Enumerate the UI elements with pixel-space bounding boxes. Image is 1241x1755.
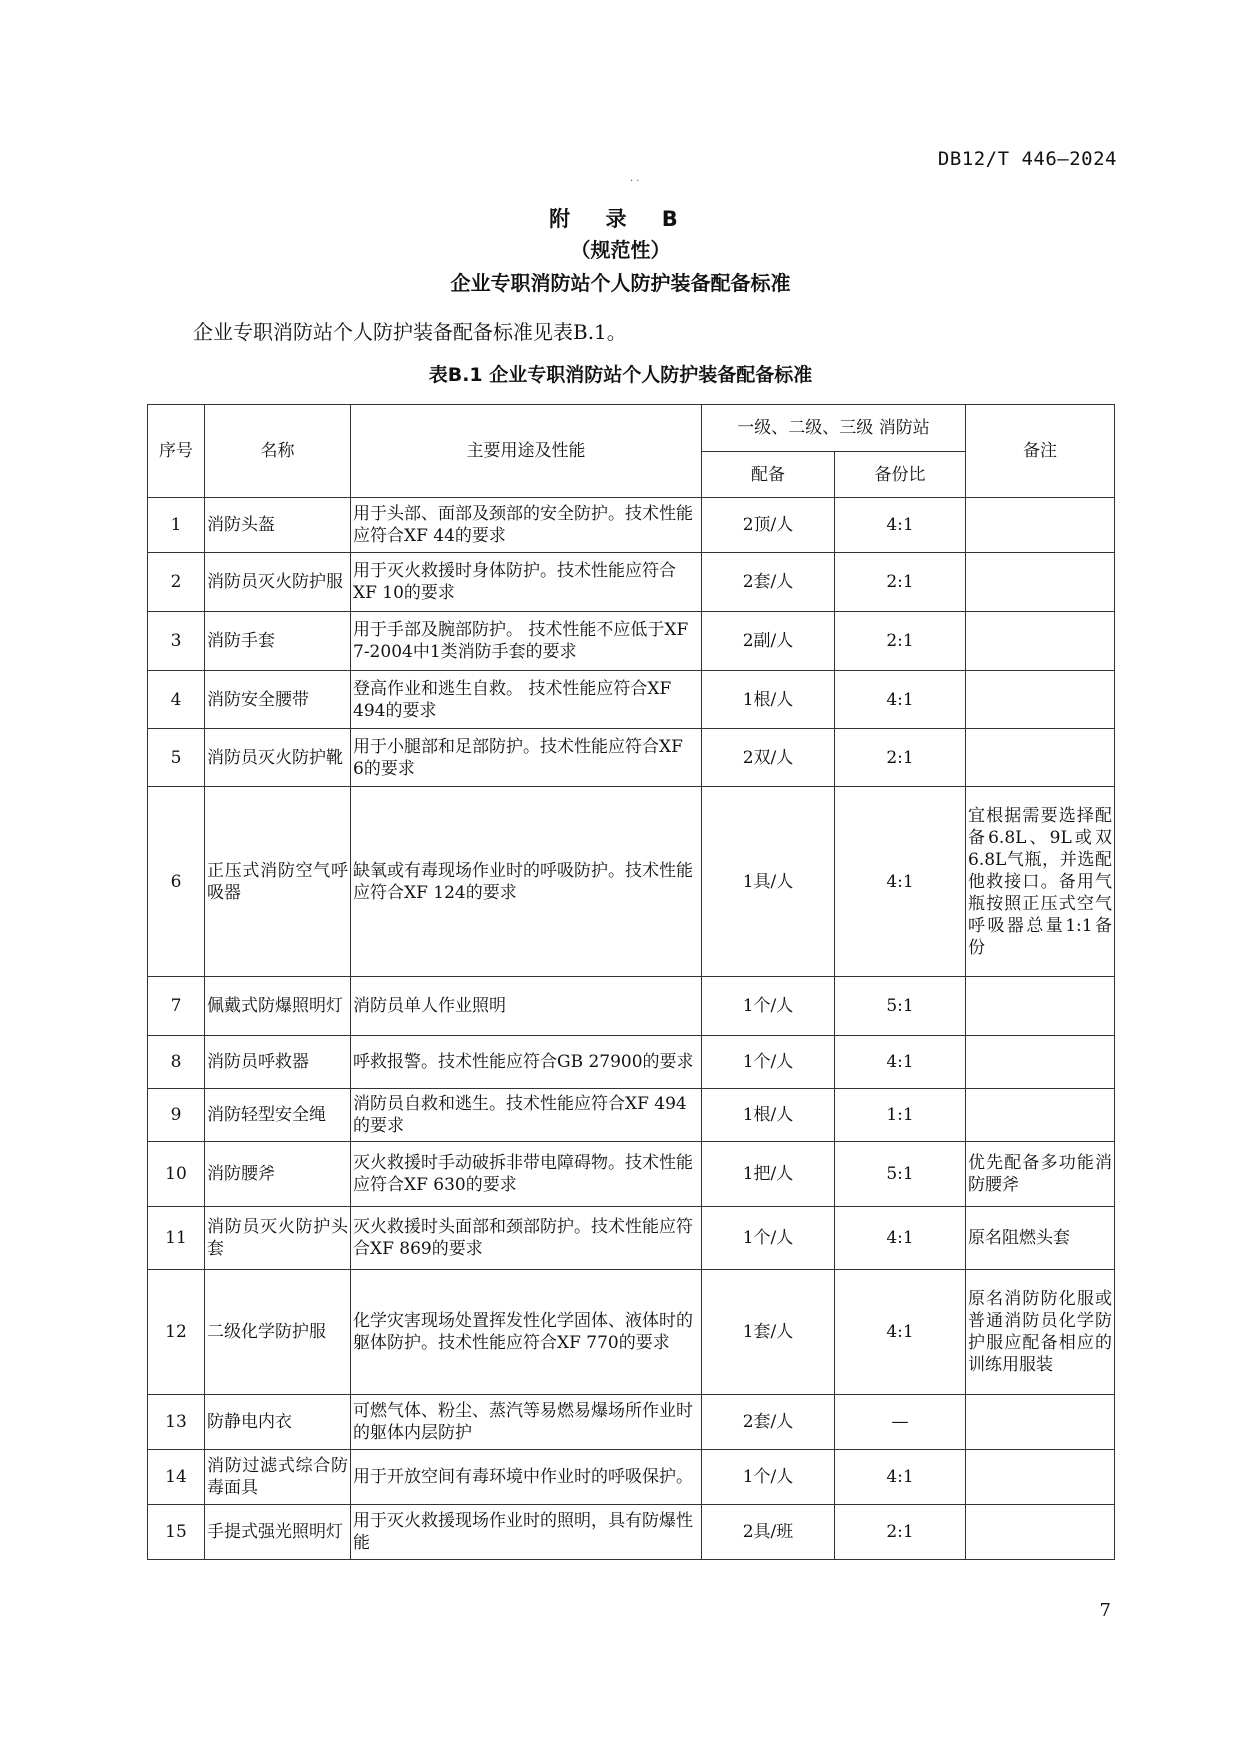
- table-row: [148, 1207, 1115, 1270]
- header-config: 配备: [702, 452, 835, 498]
- cell-note: [966, 1089, 1115, 1142]
- table-row: [148, 1036, 1115, 1089]
- cell-config: 1套/人: [702, 1270, 835, 1395]
- cell-config: 1根/人: [702, 671, 835, 729]
- cell-note: [966, 671, 1115, 729]
- cell-name: 手提式强光照明灯: [205, 1505, 351, 1560]
- cell-note: [966, 1505, 1115, 1560]
- cell-name: 二级化学防护服: [205, 1270, 351, 1395]
- cell-name: 消防轻型安全绳: [205, 1089, 351, 1142]
- table-row: [148, 1270, 1115, 1395]
- cell-backup: 2:1: [835, 1505, 966, 1560]
- cell-note: [966, 977, 1115, 1036]
- cell-note: [966, 1395, 1115, 1450]
- page-number: 7: [1099, 1600, 1111, 1621]
- cell-note: 原名阻燃头套: [966, 1207, 1115, 1270]
- cell-note: [966, 553, 1115, 612]
- header-station-group: 一级、二级、三级 消防站: [702, 405, 966, 452]
- cell-name: 消防安全腰带: [205, 671, 351, 729]
- cell-backup: 4:1: [835, 498, 966, 553]
- cell-config: 1个/人: [702, 1450, 835, 1505]
- standard-code: DB12/T 446—2024: [937, 148, 1117, 170]
- table-row: [148, 498, 1115, 553]
- cell-backup: 5:1: [835, 977, 966, 1036]
- cell-seq: 3: [148, 612, 205, 671]
- cell-backup: —: [835, 1395, 966, 1450]
- cell-note: 宜根据需要选择配备6.8L、9L或双6.8L气瓶，并选配他救接口。备用气瓶按照正压式空气呼吸器总量1:1备份: [966, 787, 1115, 977]
- cell-usage: 用于手部及腕部防护。 技术性能不应低于XF 7-2004中1类消防手套的要求: [351, 612, 702, 671]
- cell-seq: 1: [148, 498, 205, 553]
- cell-config: 1根/人: [702, 1089, 835, 1142]
- table-row: [148, 729, 1115, 787]
- cell-name: 消防腰斧: [205, 1142, 351, 1207]
- table-header: [148, 405, 1115, 498]
- table-row: [148, 1505, 1115, 1560]
- cell-seq: 13: [148, 1395, 205, 1450]
- cell-backup: 2:1: [835, 612, 966, 671]
- cell-note: [966, 1450, 1115, 1505]
- cell-config: 1个/人: [702, 1036, 835, 1089]
- cell-name: 消防员灭火防护靴: [205, 729, 351, 787]
- cell-seq: 9: [148, 1089, 205, 1142]
- cell-note: [966, 498, 1115, 553]
- cell-config: 2套/人: [702, 553, 835, 612]
- cell-usage: 灭火救援时手动破拆非带电障碍物。技术性能应符合XF 630的要求: [351, 1142, 702, 1207]
- table-row: [148, 977, 1115, 1036]
- cell-usage: 用于灭火救援现场作业时的照明，具有防爆性能: [351, 1505, 702, 1560]
- appendix-type: （规范性）: [570, 238, 671, 262]
- cell-backup: 4:1: [835, 671, 966, 729]
- cell-usage: 用于灭火救援时身体防护。技术性能应符合XF 10的要求: [351, 553, 702, 612]
- appendix-title: 附 录 B: [549, 207, 692, 231]
- cell-name: 正压式消防空气呼吸器: [205, 787, 351, 977]
- cell-name: 消防头盔: [205, 498, 351, 553]
- cell-config: 1把/人: [702, 1142, 835, 1207]
- cell-config: 2具/班: [702, 1505, 835, 1560]
- cell-usage: 用于头部、面部及颈部的安全防护。技术性能应符合XF 44的要求: [351, 498, 702, 553]
- cell-backup: 4:1: [835, 1036, 966, 1089]
- header-dots: · ·: [630, 176, 640, 187]
- cell-note: 原名消防防化服或普通消防员化学防护服应配备相应的训练用服装: [966, 1270, 1115, 1395]
- table-row: [148, 1142, 1115, 1207]
- cell-backup: 2:1: [835, 729, 966, 787]
- header-backup: 备份比: [835, 452, 966, 498]
- header-note: 备注: [966, 405, 1115, 498]
- cell-config: 2套/人: [702, 1395, 835, 1450]
- cell-usage: 缺氧或有毒现场作业时的呼吸防护。技术性能应符合XF 124的要求: [351, 787, 702, 977]
- cell-config: 1个/人: [702, 977, 835, 1036]
- cell-name: 佩戴式防爆照明灯: [205, 977, 351, 1036]
- cell-name: 消防员灭火防护头套: [205, 1207, 351, 1270]
- cell-config: 2双/人: [702, 729, 835, 787]
- cell-note: [966, 1036, 1115, 1089]
- table-row: [148, 1395, 1115, 1450]
- appendix-name: 企业专职消防站个人防护装备配备标准: [450, 271, 791, 295]
- cell-usage: 消防员自救和逃生。技术性能应符合XF 494的要求: [351, 1089, 702, 1142]
- cell-usage: 用于小腿部和足部防护。技术性能应符合XF 6的要求: [351, 729, 702, 787]
- cell-seq: 5: [148, 729, 205, 787]
- cell-usage: 灭火救援时头面部和颈部防护。技术性能应符合XF 869的要求: [351, 1207, 702, 1270]
- cell-config: 1具/人: [702, 787, 835, 977]
- cell-backup: 5:1: [835, 1142, 966, 1207]
- header-name: 名称: [205, 405, 351, 498]
- table-row: [148, 1089, 1115, 1142]
- cell-seq: 15: [148, 1505, 205, 1560]
- cell-backup: 4:1: [835, 1270, 966, 1395]
- cell-usage: 用于开放空间有毒环境中作业时的呼吸保护。: [351, 1450, 702, 1505]
- cell-config: 1个/人: [702, 1207, 835, 1270]
- cell-config: 2副/人: [702, 612, 835, 671]
- cell-seq: 14: [148, 1450, 205, 1505]
- cell-config: 2顶/人: [702, 498, 835, 553]
- cell-seq: 4: [148, 671, 205, 729]
- cell-name: 消防过滤式综合防毒面具: [205, 1450, 351, 1505]
- table-row: [148, 671, 1115, 729]
- cell-note: 优先配备多功能消防腰斧: [966, 1142, 1115, 1207]
- header-seq: 序号: [148, 405, 205, 498]
- cell-seq: 7: [148, 977, 205, 1036]
- cell-seq: 11: [148, 1207, 205, 1270]
- cell-backup: 4:1: [835, 787, 966, 977]
- table-row: [148, 612, 1115, 671]
- cell-backup: 4:1: [835, 1207, 966, 1270]
- cell-seq: 2: [148, 553, 205, 612]
- cell-seq: 12: [148, 1270, 205, 1395]
- table-row: [148, 787, 1115, 977]
- cell-seq: 8: [148, 1036, 205, 1089]
- cell-usage: 可燃气体、粉尘、蒸汽等易燃易爆场所作业时的躯体内层防护: [351, 1395, 702, 1450]
- cell-seq: 6: [148, 787, 205, 977]
- cell-seq: 10: [148, 1142, 205, 1207]
- cell-note: [966, 612, 1115, 671]
- table-body: [148, 498, 1115, 1560]
- cell-name: 消防手套: [205, 612, 351, 671]
- cell-usage: 呼救报警。技术性能应符合GB 27900的要求: [351, 1036, 702, 1089]
- cell-name: 消防员呼救器: [205, 1036, 351, 1089]
- cell-usage: 化学灾害现场处置挥发性化学固体、液体时的 躯体防护。技术性能应符合XF 770的要求: [351, 1270, 702, 1395]
- table-row: [148, 553, 1115, 612]
- cell-name: 防静电内衣: [205, 1395, 351, 1450]
- cell-note: [966, 729, 1115, 787]
- intro-paragraph: 企业专职消防站个人防护装备配备标准见表B.1。: [193, 320, 627, 344]
- cell-usage: 消防员单人作业照明: [351, 977, 702, 1036]
- cell-name: 消防员灭火防护服: [205, 553, 351, 612]
- table-row: [148, 1450, 1115, 1505]
- cell-usage: 登高作业和逃生自救。 技术性能应符合XF 494的要求: [351, 671, 702, 729]
- table-caption: 表B.1 企业专职消防站个人防护装备配备标准: [428, 364, 813, 386]
- equipment-table: [147, 404, 1115, 1560]
- cell-backup: 1:1: [835, 1089, 966, 1142]
- cell-backup: 4:1: [835, 1450, 966, 1505]
- header-usage: 主要用途及性能: [351, 405, 702, 498]
- cell-backup: 2:1: [835, 553, 966, 612]
